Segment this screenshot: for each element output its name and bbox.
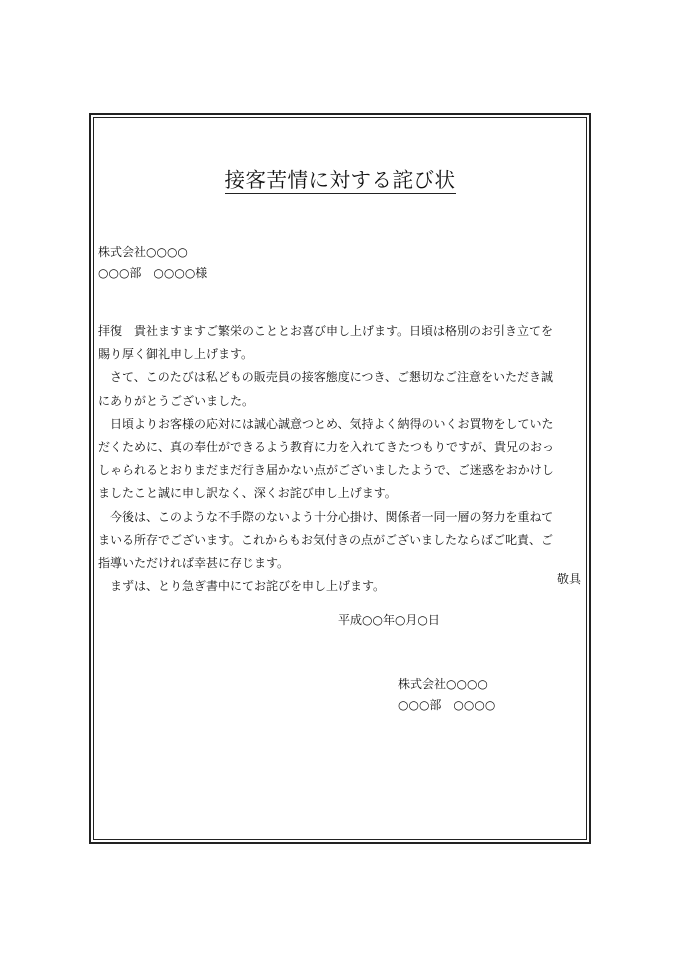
body-line: まずは、とり急ぎ書中にてお詫びを申し上げます。 (98, 579, 386, 594)
body-line: ましたこと誠に申し訳なく、深くお詫び申し上げます。 (98, 486, 397, 501)
closing-keigu: 敬具 (556, 572, 581, 586)
body-line: まいる所存でございます。これからもお気付きの点がございましたならばご叱責、ご (98, 532, 554, 547)
title-text: 接客苦情に対する詫び状 (224, 168, 456, 192)
body-line: だくために、真の奉仕ができるよう教育に力を入れてきたつもりですが、貴兄のおっ (98, 439, 555, 454)
sender-department-person: ○○○部 ○○○○ (398, 698, 496, 712)
letter-date: 平成○○年○月○日 (338, 613, 440, 627)
body-line: 日頃よりお客様の応対には誠心誠意つとめ、気持よく納得のいくお買物をしていた (98, 416, 554, 431)
body-line: 今後は、このような不手際のないよう十分心掛け、関係者一同一層の努力を重ねて (98, 509, 554, 524)
recipient-department-person: ○○○部 ○○○○様 (98, 266, 208, 280)
body-line: にありがとうございました。 (98, 393, 255, 408)
body-line: 拝復 貴社ますますご繁栄のこととお喜び申し上げます。日頃は格別のお引き立てを (98, 324, 554, 338)
body-line: さて、このたびは私どもの販売員の接客態度につき、ご懇切なご注意をいただき誠 (98, 370, 554, 385)
body-line: 指導いただければ幸甚に存じます。 (98, 555, 290, 570)
body-line: しゃられるとおりまだまだ行き届かない点がございましたようで、ご迷惑をおかけし (98, 463, 554, 478)
letter-body (98, 320, 582, 598)
body-line: 賜り厚く御礼申し上げます。 (98, 347, 254, 362)
sender-company: 株式会社○○○○ (398, 677, 488, 691)
document-title (0, 166, 680, 194)
recipient-company: 株式会社○○○○ (98, 245, 188, 259)
